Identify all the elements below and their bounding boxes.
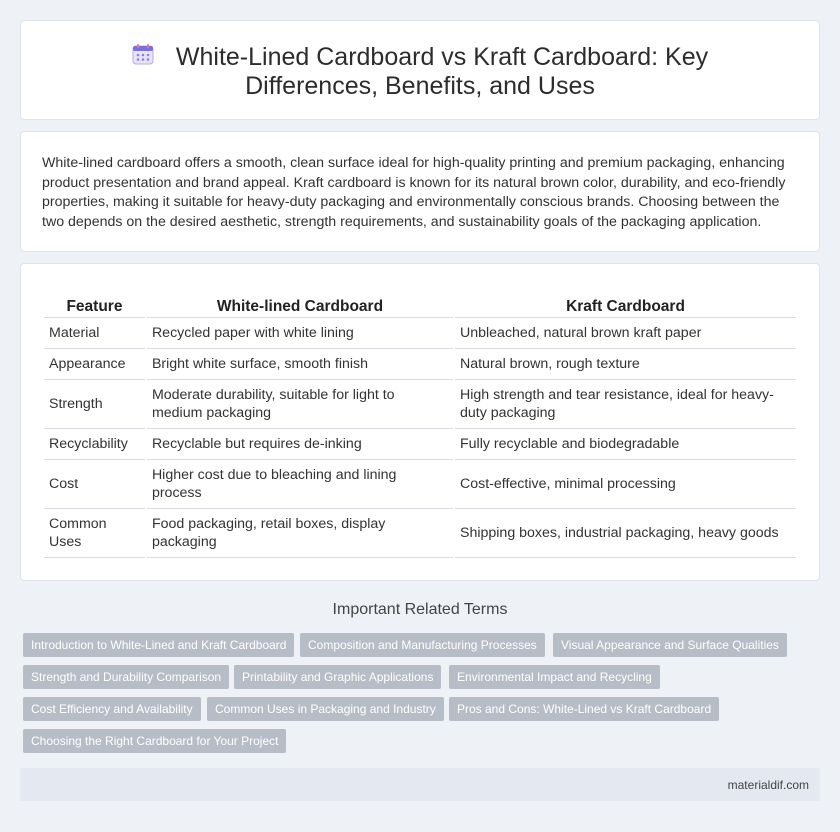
table-row [44, 380, 796, 429]
kraft-cell: High strength and tear resistance, ideal for heavy-duty packaging [455, 380, 796, 429]
feature-cell: Strength [44, 380, 145, 429]
table-row [44, 460, 796, 509]
column-header: Kraft Cardboard [455, 297, 796, 318]
feature-cell: Recyclability [44, 429, 145, 460]
kraft-cell: Cost-effective, minimal processing [455, 460, 796, 509]
related-terms-title: Important Related Terms [332, 601, 508, 618]
white-lined-cell: Moderate durability, suitable for light to medium packaging [147, 380, 453, 429]
related-term-tag[interactable]: Composition and Manufacturing Processes [300, 633, 545, 657]
feature-cell: Appearance [44, 349, 145, 380]
white-lined-cell: Higher cost due to bleaching and lining process [147, 460, 453, 509]
feature-cell: Material [44, 318, 145, 349]
white-lined-cell: Bright white surface, smooth finish [147, 349, 453, 380]
comparison-table [42, 297, 798, 558]
white-lined-cell: Food packaging, retail boxes, display packaging [147, 509, 453, 558]
related-term-tag[interactable]: Common Uses in Packaging and Industry [207, 697, 444, 721]
related-term-tag[interactable]: Pros and Cons: White-Lined vs Kraft Cardboard [449, 697, 719, 721]
header-card [20, 20, 820, 120]
white-lined-cell: Recyclable but requires de-inking [147, 429, 453, 460]
table-header-row [44, 297, 796, 318]
related-term-tag[interactable]: Introduction to White-Lined and Kraft Cardboard [23, 633, 294, 657]
title-wrap [21, 43, 819, 101]
intro-paragraph: White-lined cardboard offers a smooth, clean surface ideal for high-quality printing and premium packaging, enhancing product presentation and brand appeal. Kraft cardboard is known for its natural brown color, durability, and eco-friendly properties, making it suitable for heavy-duty packaging and environmentally conscious brands. Choosing between the two depends on the desired aesthetic, strength requirements, and sustainability goals of the packaging application. [42, 155, 786, 230]
intro-card [20, 131, 820, 252]
table-row [44, 318, 796, 349]
table-row [44, 509, 796, 558]
related-term-tag[interactable]: Printability and Graphic Applications [234, 665, 441, 689]
column-header: White-lined Cardboard [147, 297, 453, 318]
column-header: Feature [44, 297, 145, 318]
kraft-cell: Natural brown, rough texture [455, 349, 796, 380]
calendar-icon [132, 43, 154, 65]
related-term-tag[interactable]: Choosing the Right Cardboard for Your Project [23, 729, 286, 753]
related-term-tag[interactable]: Environmental Impact and Recycling [449, 665, 660, 689]
page-title [70, 43, 770, 101]
related-term-tag[interactable]: Strength and Durability Comparison [23, 665, 229, 689]
kraft-cell: Fully recyclable and biodegradable [455, 429, 796, 460]
page-title-text: White-Lined Cardboard vs Kraft Cardboard: Key Differences, Benefits, and Uses [175, 43, 709, 100]
white-lined-cell: Recycled paper with white lining [147, 318, 453, 349]
table-row [44, 429, 796, 460]
comparison-card [20, 263, 820, 581]
table-row [44, 349, 796, 380]
feature-cell: Cost [44, 460, 145, 509]
kraft-cell: Unbleached, natural brown kraft paper [455, 318, 796, 349]
kraft-cell: Shipping boxes, industrial packaging, heavy goods [455, 509, 796, 558]
footer [20, 768, 820, 801]
related-term-tag[interactable]: Visual Appearance and Surface Qualities [553, 633, 787, 657]
related-term-tag[interactable]: Cost Efficiency and Availability [23, 697, 201, 721]
footer-site-link[interactable]: materialdif.com [727, 778, 809, 792]
feature-cell: Common Uses [44, 509, 145, 558]
